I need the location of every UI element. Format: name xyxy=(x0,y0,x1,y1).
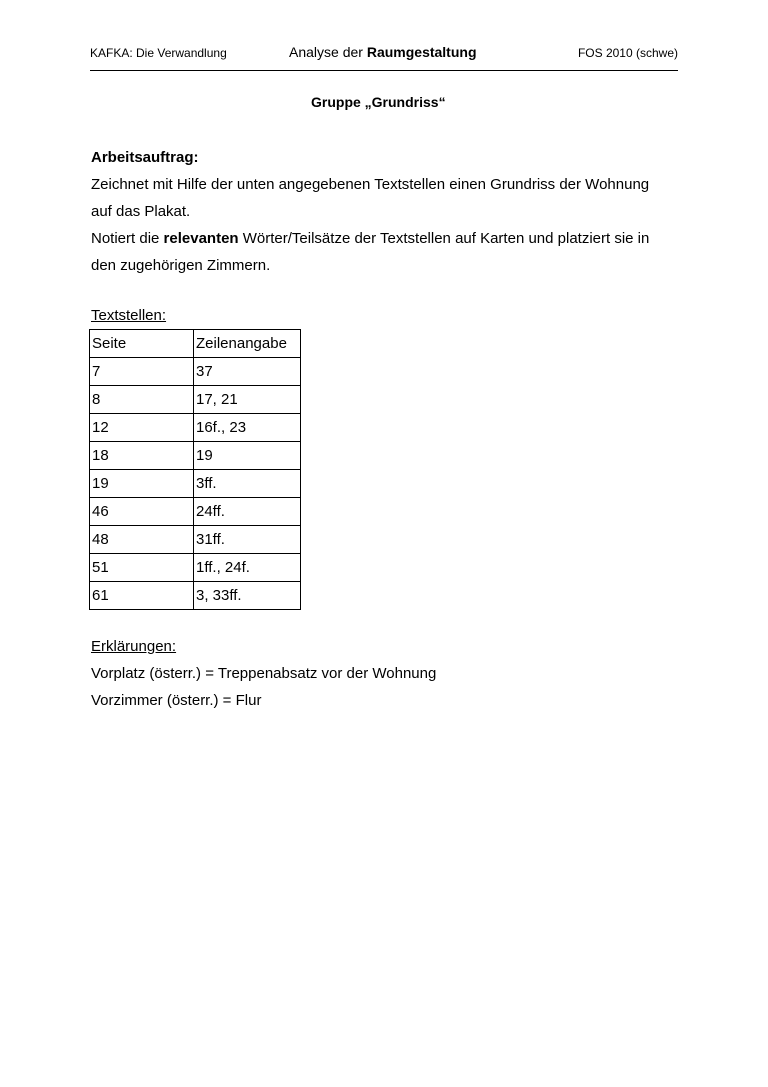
table-row xyxy=(90,498,301,526)
header-center-bold: Raumgestaltung xyxy=(366,44,477,60)
cell-seite: 51 xyxy=(90,554,194,582)
cell-seite: 18 xyxy=(90,442,194,470)
table-row xyxy=(90,554,301,582)
cell-seite: 8 xyxy=(90,386,194,414)
cell-zeilenangabe: 16f., 23 xyxy=(194,414,301,442)
header-center xyxy=(289,44,477,60)
page-header xyxy=(90,40,678,71)
explanation-item: Vorzimmer (österr.) = Flur xyxy=(91,692,262,709)
cell-zeilenangabe: 3ff. xyxy=(194,470,301,498)
cell-seite: 48 xyxy=(90,526,194,554)
assignment-heading: Arbeitsauftrag: xyxy=(91,149,199,166)
cell-zeilenangabe: 1ff., 24f. xyxy=(194,554,301,582)
cell-seite: 46 xyxy=(90,498,194,526)
header-center-prefix: Analyse der xyxy=(289,44,367,60)
header-left: KAFKA: Die Verwandlung xyxy=(90,46,227,60)
cell-seite: 61 xyxy=(90,582,194,610)
cell-seite: 19 xyxy=(90,470,194,498)
cell-seite: 7 xyxy=(90,358,194,386)
cell-zeilenangabe: 24ff. xyxy=(194,498,301,526)
table-row xyxy=(90,358,301,386)
explanations-heading: Erklärungen: xyxy=(91,638,177,655)
assignment-line-2: auf das Plakat. xyxy=(91,203,191,220)
assignment-section xyxy=(91,144,691,279)
column-header-zeilenangabe: Zeilenangabe xyxy=(194,330,301,358)
table-row xyxy=(90,414,301,442)
cell-zeilenangabe: 19 xyxy=(194,442,301,470)
explanations-section xyxy=(91,633,691,714)
group-title: Gruppe „Grundriss“ xyxy=(311,94,446,110)
table-row xyxy=(90,470,301,498)
table-row xyxy=(90,526,301,554)
column-header-seite: Seite xyxy=(90,330,194,358)
table-header-row xyxy=(90,330,301,358)
assignment-line-1: Zeichnet mit Hilfe der unten angegebenen Textstellen einen Grundriss der Wohnung xyxy=(91,176,650,193)
table-row xyxy=(90,386,301,414)
assignment-line-3-suffix: Wörter/Teilsätze der Textstellen auf Karten und platziert sie in xyxy=(238,230,650,247)
textstellen-heading: Textstellen: xyxy=(91,307,167,324)
cell-zeilenangabe: 3, 33ff. xyxy=(194,582,301,610)
explanation-item: Vorplatz (österr.) = Treppenabsatz vor der Wohnung xyxy=(91,665,437,682)
table-row xyxy=(90,582,301,610)
table-row xyxy=(90,442,301,470)
assignment-line-3 xyxy=(91,225,691,252)
assignment-line-4: den zugehörigen Zimmern. xyxy=(91,257,271,274)
assignment-line-3-bold: relevanten xyxy=(163,230,239,247)
assignment-line-3-prefix: Notiert die xyxy=(91,230,164,247)
textstellen-table xyxy=(89,329,301,610)
cell-seite: 12 xyxy=(90,414,194,442)
header-right: FOS 2010 (schwe) xyxy=(577,46,678,60)
cell-zeilenangabe: 31ff. xyxy=(194,526,301,554)
cell-zeilenangabe: 17, 21 xyxy=(194,386,301,414)
cell-zeilenangabe: 37 xyxy=(194,358,301,386)
